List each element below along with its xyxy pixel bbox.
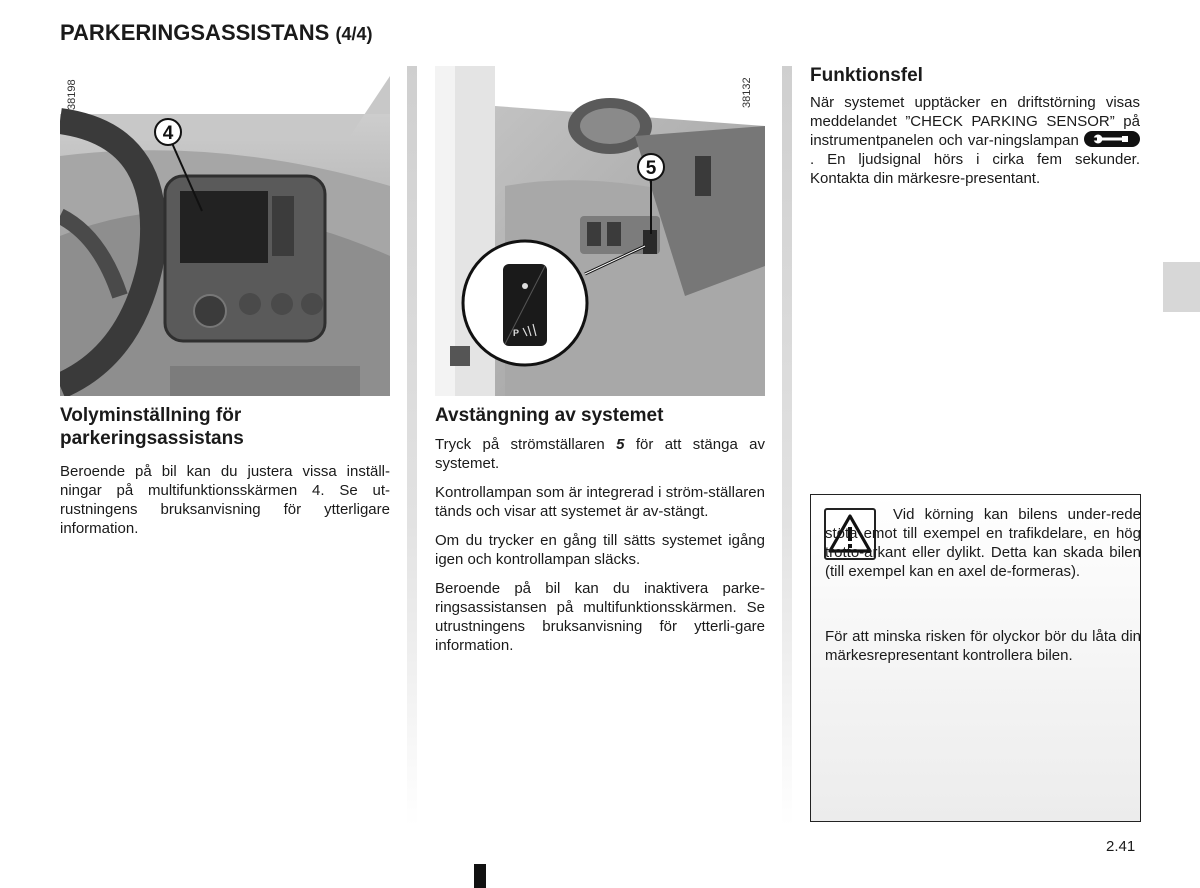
col3 (810, 64, 1140, 188)
callout-4: 4 (162, 123, 174, 144)
left-photo-ref: 38198 (66, 79, 78, 110)
warning-paragraph-1: Vid körning kan bilens under-rede stöta emot till exempel en trafikdelare, en hög trotto-arkant eller dylikt. Detta kan skada bilen (till exempel kan en axel de-formeras). (825, 506, 1141, 580)
column-divider-2 (782, 66, 792, 826)
dashboard-photo (60, 66, 390, 396)
col2-paragraph-1: Tryck på strömställaren 5 för att stänga av systemet. (435, 436, 765, 472)
col1-paragraph: Beroende på bil kan du justera vissa inställ-ningar på multifunktionsskärmen 4. Se ut-rustningens bruksanvisning för ytterligare information. (60, 463, 390, 537)
warning-box (810, 494, 1141, 822)
middle-photo-ref: 38132 (741, 77, 753, 108)
wrench-warning-lamp-icon (1084, 131, 1140, 147)
col1 (60, 404, 390, 538)
col3-paragraph: När systemet upptäcker en driftstörning visas meddelandet ”CHECK PARKING SENSOR” på instrumentpanelen och var-ningslampan . En ljudsignal hörs i cirka fem sekunder. Kontakta din märkesre-presentant. (810, 94, 1140, 187)
page-title-main: PARKERINGSASSISTANS (60, 20, 330, 45)
footer-marker (474, 864, 486, 888)
col2-heading: Avstängning av systemet (435, 405, 664, 426)
page-number: 2.41 (1106, 838, 1136, 855)
warning-paragraph-2: För att minska risken för olyckor bör du låta din märkesrepresentant kontrollera bilen. (825, 628, 1141, 664)
col2 (435, 404, 765, 655)
svg-text:P: P (513, 328, 520, 338)
page-title (60, 20, 372, 46)
col1-heading: Volyminställning för parkeringsassistans (60, 405, 244, 449)
svg-text:5: 5 (645, 158, 657, 179)
col2-paragraph-2: Kontrollampan som är integrerad i ström-ställaren tänds och visar att systemet är av-stängt. (435, 484, 765, 520)
switch-photo (435, 66, 765, 396)
col3-heading: Funktionsfel (810, 65, 923, 86)
page-title-suffix: (4/4) (335, 24, 373, 44)
column-divider-1 (407, 66, 417, 826)
side-tab (1163, 262, 1200, 312)
col2-paragraph-4: Beroende på bil kan du inaktivera parke-ringsassistansen på multifunktionsskärmen. Se utrustningens bruksanvisning för ytterli-gare information. (435, 580, 765, 654)
col2-paragraph-3: Om du trycker en gång till sätts systemet igång igen och kontrollampan släcks. (435, 532, 765, 568)
